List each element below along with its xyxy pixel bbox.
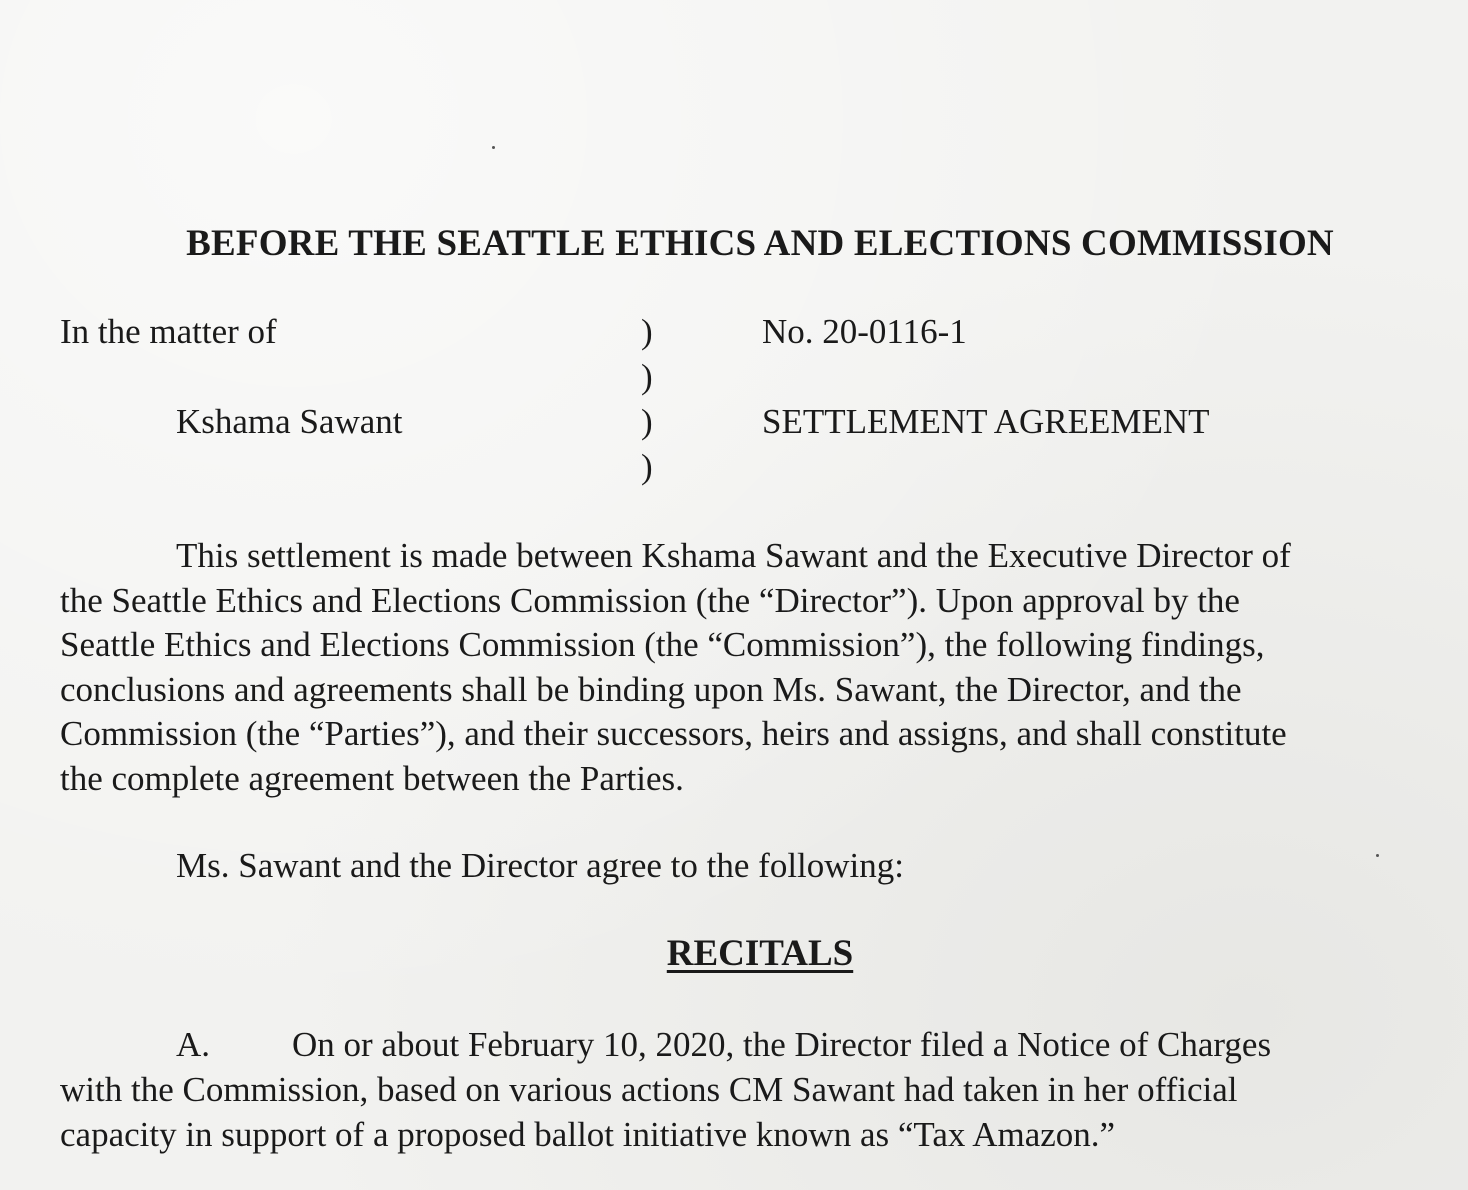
document-type: SETTLEMENT AGREEMENT — [762, 402, 1210, 441]
respondent-name: Kshama Sawant — [176, 402, 403, 441]
scan-speck — [492, 146, 495, 149]
caption-paren: ) — [641, 447, 653, 486]
recital-line: capacity in support of a proposed ballot initiative known as “Tax Amazon.” — [60, 1115, 1116, 1154]
case-number: No. 20-0116-1 — [762, 312, 967, 351]
agree-line: Ms. Sawant and the Director agree to the following: — [176, 846, 904, 885]
recital-a — [60, 1022, 1440, 1157]
paragraph-line: the complete agreement between the Parties. — [60, 758, 684, 798]
document-heading: BEFORE THE SEATTLE ETHICS AND ELECTIONS COMMISSION — [186, 223, 1334, 264]
paragraph-line: Seattle Ethics and Elections Commission (the “Commission”), the following findings, — [60, 625, 1265, 664]
paragraph-line: conclusions and agreements shall be binding upon Ms. Sawant, the Director, and the — [60, 669, 1242, 709]
recital-letter: A. — [176, 1025, 211, 1064]
paragraph-line: the Seattle Ethics and Elections Commission (the “Director”). Upon approval by the — [60, 580, 1240, 620]
scan-speck — [1376, 854, 1379, 857]
paragraph-line: This settlement is made between Kshama Sawant and the Executive Director of — [176, 536, 1291, 575]
caption-paren: ) — [641, 402, 653, 441]
recital-line: with the Commission, based on various actions CM Sawant had taken in her official — [60, 1070, 1238, 1109]
matter-label: In the matter of — [60, 312, 277, 351]
paragraph-line: Commission (the “Parties”), and their successors, heirs and assigns, and shall constitute — [60, 714, 1287, 753]
caption-paren: ) — [641, 357, 653, 396]
intro-paragraph — [60, 534, 1440, 801]
caption-paren: ) — [641, 312, 653, 351]
recital-line: On or about February 10, 2020, the Director filed a Notice of Charges — [292, 1025, 1272, 1064]
section-title: RECITALS — [666, 933, 854, 974]
